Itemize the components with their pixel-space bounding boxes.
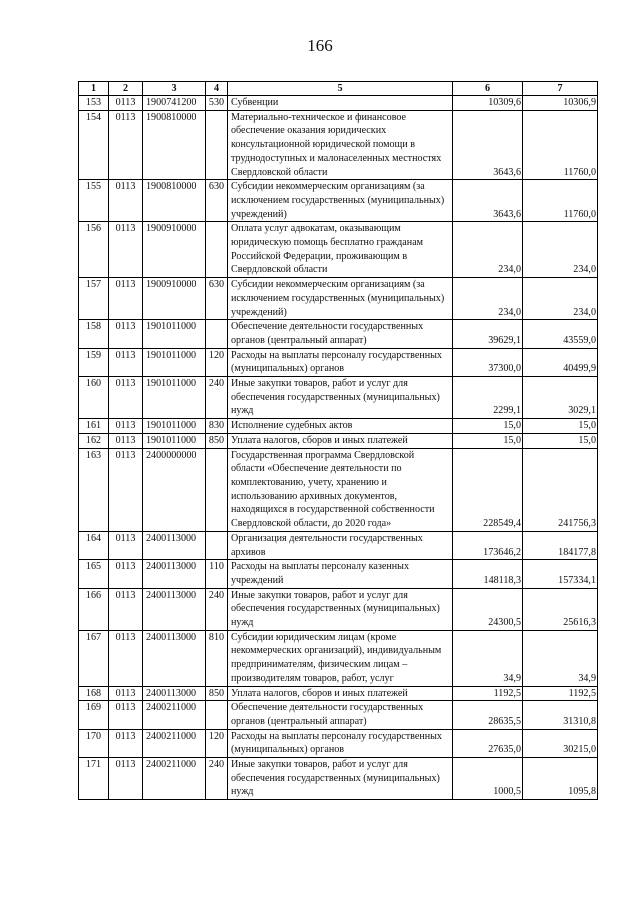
expense-type-code: 120 — [206, 348, 228, 376]
table-row — [79, 278, 598, 320]
item-name: Субвенции — [228, 96, 453, 111]
item-name: Расходы на выплаты персоналу государственных (муниципальных) органов — [228, 348, 453, 376]
table-row — [79, 222, 598, 278]
row-number: 162 — [79, 433, 109, 448]
amount-col-6: 27635,0 — [453, 729, 523, 757]
expense-type-code: 240 — [206, 377, 228, 419]
expense-type-code: 830 — [206, 419, 228, 434]
item-name: Оплата услуг адвокатам, оказывающим юридическую помощь бесплатно гражданам Российской Федерации, проживающим в Свердловской области — [228, 222, 453, 278]
expense-type-code — [206, 320, 228, 348]
expense-type-code — [206, 531, 228, 559]
row-number: 160 — [79, 377, 109, 419]
amount-col-7: 157334,1 — [523, 560, 598, 588]
item-name: Субсидии некоммерческим организациям (за исключением государственных (муниципальных) учреждений) — [228, 278, 453, 320]
table-row — [79, 701, 598, 729]
table-row — [79, 433, 598, 448]
item-name: Иные закупки товаров, работ и услуг для обеспечения государственных (муниципальных) нужд — [228, 758, 453, 800]
amount-col-7: 1095,8 — [523, 758, 598, 800]
section-code: 0113 — [109, 222, 143, 278]
row-number: 171 — [79, 758, 109, 800]
table-row — [79, 531, 598, 559]
section-code: 0113 — [109, 320, 143, 348]
row-number: 170 — [79, 729, 109, 757]
amount-col-7: 234,0 — [523, 222, 598, 278]
amount-col-7: 11760,0 — [523, 180, 598, 222]
section-code: 0113 — [109, 560, 143, 588]
row-number: 155 — [79, 180, 109, 222]
amount-col-6: 34,9 — [453, 630, 523, 686]
expense-type-code — [206, 110, 228, 180]
target-article-code: 1901011000 — [143, 320, 206, 348]
header-col-4: 4 — [206, 82, 228, 96]
header-col-2: 2 — [109, 82, 143, 96]
item-name: Материально-техническое и финансовое обеспечение оказания юридических консультационной юридической помощи в труднодоступных и малонаселенных местностях Свердловской области — [228, 110, 453, 180]
item-name: Субсидии юридическим лицам (кроме некоммерческих организаций), индивидуальным предпринимателям, физическим лицам – производителям товаров, работ, услуг — [228, 630, 453, 686]
row-number: 157 — [79, 278, 109, 320]
amount-col-7: 15,0 — [523, 419, 598, 434]
table-row — [79, 560, 598, 588]
amount-col-7: 3029,1 — [523, 377, 598, 419]
expense-type-code: 530 — [206, 96, 228, 111]
amount-col-6: 1000,5 — [453, 758, 523, 800]
amount-col-7: 11760,0 — [523, 110, 598, 180]
section-code: 0113 — [109, 96, 143, 111]
expense-type-code: 630 — [206, 180, 228, 222]
row-number: 156 — [79, 222, 109, 278]
table-row — [79, 686, 598, 701]
expense-type-code: 810 — [206, 630, 228, 686]
section-code: 0113 — [109, 729, 143, 757]
expense-type-code — [206, 222, 228, 278]
amount-col-6: 3643,6 — [453, 110, 523, 180]
table-row — [79, 320, 598, 348]
item-name: Исполнение судебных актов — [228, 419, 453, 434]
amount-col-6: 24300,5 — [453, 588, 523, 630]
header-col-7: 7 — [523, 82, 598, 96]
row-number: 169 — [79, 701, 109, 729]
item-name: Расходы на выплаты персоналу казенных учреждений — [228, 560, 453, 588]
expense-type-code — [206, 448, 228, 531]
section-code: 0113 — [109, 630, 143, 686]
section-code: 0113 — [109, 110, 143, 180]
section-code: 0113 — [109, 758, 143, 800]
target-article-code: 2400113000 — [143, 531, 206, 559]
item-name: Обеспечение деятельности государственных органов (центральный аппарат) — [228, 320, 453, 348]
section-code: 0113 — [109, 588, 143, 630]
row-number: 153 — [79, 96, 109, 111]
target-article-code: 1901011000 — [143, 419, 206, 434]
amount-col-6: 234,0 — [453, 278, 523, 320]
row-number: 154 — [79, 110, 109, 180]
row-number: 164 — [79, 531, 109, 559]
item-name: Обеспечение деятельности государственных органов (центральный аппарат) — [228, 701, 453, 729]
budget-table — [78, 81, 598, 800]
target-article-code: 1900910000 — [143, 278, 206, 320]
target-article-code: 1900741200 — [143, 96, 206, 111]
target-article-code: 2400211000 — [143, 758, 206, 800]
expense-type-code: 240 — [206, 588, 228, 630]
amount-col-6: 234,0 — [453, 222, 523, 278]
amount-col-6: 3643,6 — [453, 180, 523, 222]
expense-type-code: 110 — [206, 560, 228, 588]
amount-col-6: 2299,1 — [453, 377, 523, 419]
expense-type-code: 850 — [206, 433, 228, 448]
amount-col-7: 10306,9 — [523, 96, 598, 111]
amount-col-6: 10309,6 — [453, 96, 523, 111]
amount-col-6: 39629,1 — [453, 320, 523, 348]
header-col-5: 5 — [228, 82, 453, 96]
section-code: 0113 — [109, 433, 143, 448]
section-code: 0113 — [109, 419, 143, 434]
section-code: 0113 — [109, 348, 143, 376]
item-name: Уплата налогов, сборов и иных платежей — [228, 686, 453, 701]
table-row — [79, 729, 598, 757]
row-number: 159 — [79, 348, 109, 376]
amount-col-7: 43559,0 — [523, 320, 598, 348]
table-row — [79, 448, 598, 531]
table-row — [79, 419, 598, 434]
target-article-code: 1900810000 — [143, 180, 206, 222]
row-number: 167 — [79, 630, 109, 686]
item-name: Уплата налогов, сборов и иных платежей — [228, 433, 453, 448]
expense-type-code: 630 — [206, 278, 228, 320]
section-code: 0113 — [109, 531, 143, 559]
target-article-code: 1900910000 — [143, 222, 206, 278]
amount-col-6: 28635,5 — [453, 701, 523, 729]
amount-col-6: 148118,3 — [453, 560, 523, 588]
section-code: 0113 — [109, 701, 143, 729]
expense-type-code: 120 — [206, 729, 228, 757]
section-code: 0113 — [109, 448, 143, 531]
header-col-6: 6 — [453, 82, 523, 96]
table-row — [79, 96, 598, 111]
target-article-code: 2400211000 — [143, 729, 206, 757]
section-code: 0113 — [109, 377, 143, 419]
amount-col-7: 40499,9 — [523, 348, 598, 376]
row-number: 168 — [79, 686, 109, 701]
table-row — [79, 348, 598, 376]
expense-type-code: 850 — [206, 686, 228, 701]
table-row — [79, 377, 598, 419]
amount-col-7: 25616,3 — [523, 588, 598, 630]
expense-type-code — [206, 701, 228, 729]
row-number: 161 — [79, 419, 109, 434]
amount-col-7: 34,9 — [523, 630, 598, 686]
amount-col-7: 31310,8 — [523, 701, 598, 729]
section-code: 0113 — [109, 180, 143, 222]
target-article-code: 2400113000 — [143, 588, 206, 630]
row-number: 165 — [79, 560, 109, 588]
header-col-1: 1 — [79, 82, 109, 96]
target-article-code: 1901011000 — [143, 433, 206, 448]
amount-col-7: 234,0 — [523, 278, 598, 320]
page-number: 166 — [307, 36, 333, 55]
target-article-code: 1901011000 — [143, 377, 206, 419]
table-row — [79, 110, 598, 180]
target-article-code: 2400113000 — [143, 630, 206, 686]
amount-col-6: 228549,4 — [453, 448, 523, 531]
row-number: 163 — [79, 448, 109, 531]
table-row — [79, 180, 598, 222]
expense-type-code: 240 — [206, 758, 228, 800]
target-article-code: 1901011000 — [143, 348, 206, 376]
target-article-code: 2400113000 — [143, 686, 206, 701]
section-code: 0113 — [109, 686, 143, 701]
target-article-code: 1900810000 — [143, 110, 206, 180]
amount-col-7: 1192,5 — [523, 686, 598, 701]
target-article-code: 2400211000 — [143, 701, 206, 729]
item-name: Иные закупки товаров, работ и услуг для обеспечения государственных (муниципальных) нужд — [228, 377, 453, 419]
row-number: 166 — [79, 588, 109, 630]
table-row — [79, 630, 598, 686]
section-code: 0113 — [109, 278, 143, 320]
header-row — [79, 82, 598, 96]
item-name: Организация деятельности государственных архивов — [228, 531, 453, 559]
header-col-3: 3 — [143, 82, 206, 96]
item-name: Субсидии некоммерческим организациям (за исключением государственных (муниципальных) учреждений) — [228, 180, 453, 222]
amount-col-6: 173646,2 — [453, 531, 523, 559]
item-name: Расходы на выплаты персоналу государственных (муниципальных) органов — [228, 729, 453, 757]
amount-col-6: 15,0 — [453, 433, 523, 448]
target-article-code: 2400000000 — [143, 448, 206, 531]
table-row — [79, 758, 598, 800]
row-number: 158 — [79, 320, 109, 348]
amount-col-7: 30215,0 — [523, 729, 598, 757]
amount-col-7: 241756,3 — [523, 448, 598, 531]
target-article-code: 2400113000 — [143, 560, 206, 588]
amount-col-7: 15,0 — [523, 433, 598, 448]
item-name: Государственная программа Свердловской области «Обеспечение деятельности по комплектованию, учету, хранению и использованию архивных документов, находящихся в государственной собственности Свердловской области, до 2020 года» — [228, 448, 453, 531]
amount-col-6: 1192,5 — [453, 686, 523, 701]
amount-col-6: 37300,0 — [453, 348, 523, 376]
amount-col-6: 15,0 — [453, 419, 523, 434]
amount-col-7: 184177,8 — [523, 531, 598, 559]
item-name: Иные закупки товаров, работ и услуг для обеспечения государственных (муниципальных) нужд — [228, 588, 453, 630]
table-row — [79, 588, 598, 630]
